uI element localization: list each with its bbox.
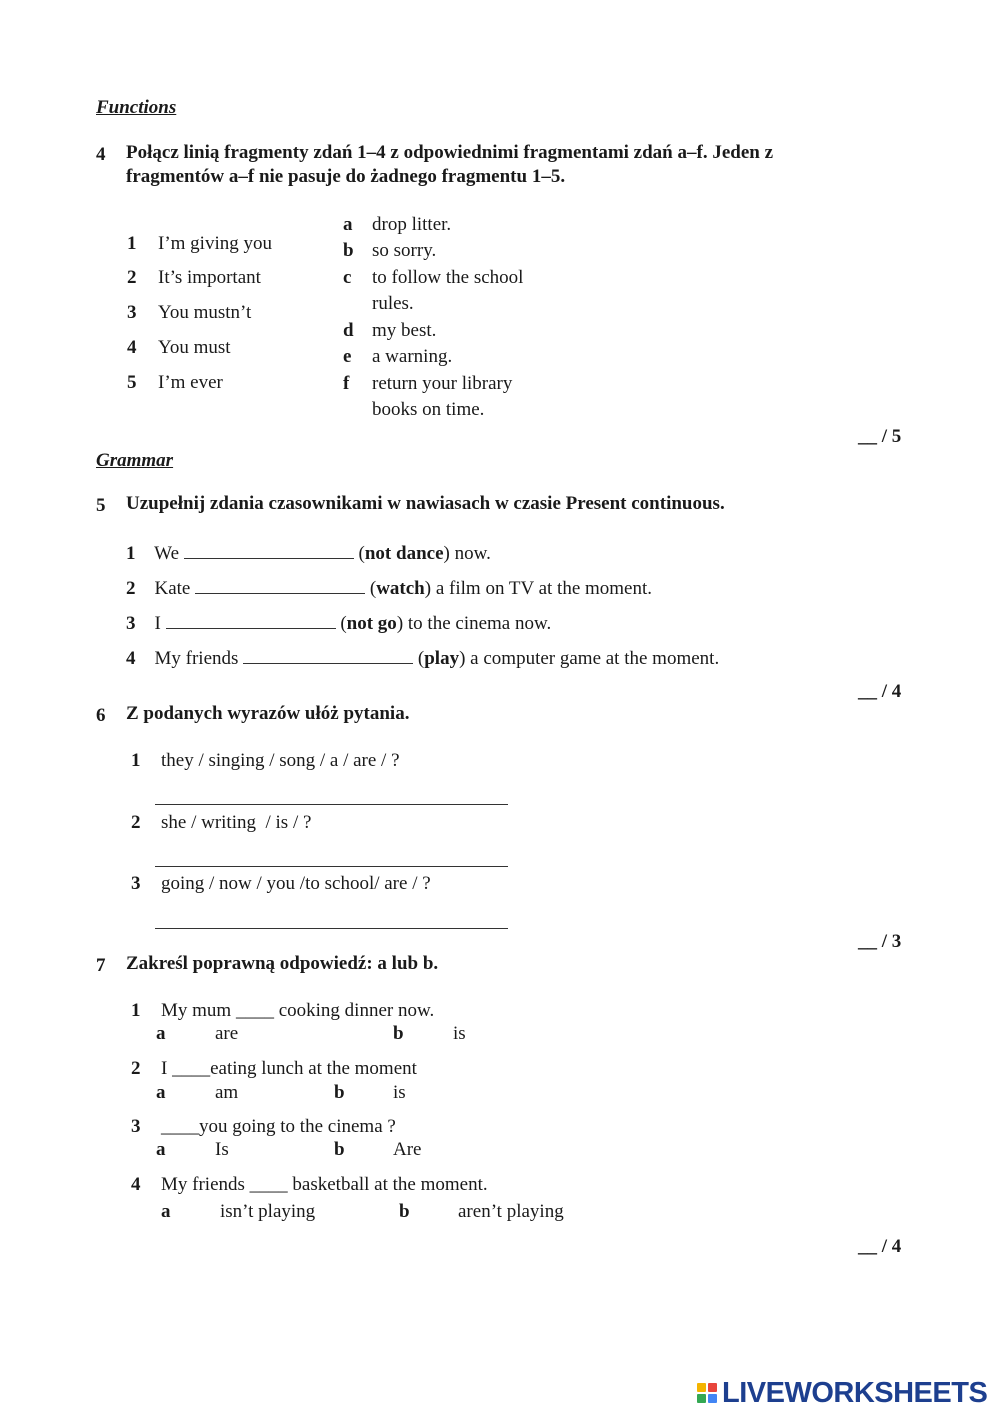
item-number: 4 — [131, 1174, 141, 1195]
verb-hint: not go — [346, 613, 397, 634]
verb-hint: not dance — [364, 543, 444, 564]
question-text: ____you going to the cinema ? — [161, 1116, 396, 1137]
sentence-start: I — [154, 613, 161, 634]
option-b-label: b — [393, 1023, 404, 1044]
item-number: 2 — [131, 1058, 141, 1079]
right-item-text[interactable]: a warning. — [372, 346, 453, 367]
right-item-text[interactable]: so sorry. — [372, 240, 437, 261]
exercise-5-item: 2 Kate (watch) a film on TV at the moment. — [126, 578, 653, 599]
left-item-text[interactable]: I’m giving you — [158, 233, 272, 254]
logo-square — [697, 1383, 706, 1392]
exercise-5-instruction: Uzupełnij zdania czasownikami w nawiasach w czasie Present continuous. — [126, 493, 725, 514]
left-item-number: 5 — [127, 372, 137, 393]
sentence-end: ) now. — [443, 543, 491, 564]
exercise-4-score: __ / 5 — [858, 426, 902, 447]
answer-blank[interactable] — [184, 542, 354, 559]
option-a[interactable]: Is — [215, 1139, 229, 1160]
left-item-text[interactable]: It’s important — [158, 267, 261, 288]
question-text: I ____eating lunch at the moment — [161, 1058, 417, 1079]
right-item-letter: d — [343, 320, 354, 341]
question-text: My friends ____ basketball at the moment. — [161, 1174, 488, 1195]
left-item-text[interactable]: You mustn’t — [158, 302, 252, 323]
option-a-label: a — [156, 1023, 166, 1044]
verb-hint: watch — [376, 578, 425, 599]
sentence-start: My friends — [154, 648, 239, 669]
item-number: 1 — [131, 1000, 141, 1021]
sentence-end: ) a computer game at the moment. — [459, 648, 720, 669]
exercise-5-item: 1 We (not dance) now. — [126, 543, 491, 564]
item-number: 3 — [131, 873, 141, 894]
exercise-5-number: 5 — [96, 495, 106, 516]
verb-hint: play — [424, 648, 460, 669]
item-number: 1 — [126, 543, 136, 564]
exercise-4-instruction: Połącz linią fragmenty zdań 1–4 z odpowiednimi fragmentami zdań a–f. Jeden z fragmentów a–f nie pasuje do żadnego fragmentu 1–5. — [126, 142, 774, 187]
left-item-text[interactable]: I’m ever — [158, 372, 223, 393]
exercise-4-number: 4 — [96, 144, 106, 165]
right-item-text[interactable]: my best. — [372, 320, 437, 341]
logo-text: LIVEWORKSHEETS — [722, 1376, 988, 1409]
right-item-letter: f — [343, 373, 350, 394]
left-item-number: 2 — [127, 267, 137, 288]
answer-line[interactable] — [155, 804, 508, 805]
option-a-label: a — [161, 1201, 171, 1222]
word-prompt: going / now / you /to school/ are / ? — [161, 873, 431, 894]
answer-blank[interactable] — [166, 612, 336, 629]
option-b-label: b — [334, 1082, 345, 1103]
word-prompt: they / singing / song / a / are / ? — [161, 750, 400, 771]
item-number: 4 — [126, 648, 136, 669]
sentence-start: We — [154, 543, 180, 564]
right-item-letter: e — [343, 346, 352, 367]
option-a[interactable]: am — [215, 1082, 239, 1103]
exercise-5-item: 4 My friends (play) a computer game at the moment. — [126, 648, 720, 669]
logo-mark-icon — [697, 1383, 717, 1403]
right-item-text[interactable]: to follow the school — [372, 267, 524, 288]
sentence-end: ) to the cinema now. — [396, 613, 552, 634]
section-heading-grammar: Grammar — [96, 450, 174, 471]
logo-square — [708, 1383, 717, 1392]
exercise-7-score: __ / 4 — [858, 1236, 902, 1257]
answer-line[interactable] — [155, 866, 508, 867]
exercise-5-score: __ / 4 — [858, 681, 902, 702]
left-item-text[interactable]: You must — [158, 337, 231, 358]
logo-square — [697, 1394, 706, 1403]
option-b[interactable]: aren’t playing — [458, 1201, 564, 1222]
exercise-6-instruction: Z podanych wyrazów ułóż pytania. — [126, 703, 410, 724]
right-item-text-continued[interactable]: rules. — [372, 293, 414, 314]
logo-square — [708, 1394, 717, 1403]
option-a[interactable]: are — [215, 1023, 239, 1044]
option-a[interactable]: isn’t playing — [220, 1201, 316, 1222]
question-text: My mum ____ cooking dinner now. — [161, 1000, 435, 1021]
answer-blank[interactable] — [195, 577, 365, 594]
exercise-7-number: 7 — [96, 955, 106, 976]
option-b[interactable]: is — [393, 1082, 406, 1103]
answer-blank[interactable] — [243, 647, 413, 664]
section-heading-functions: Functions — [96, 97, 177, 118]
right-item-text[interactable]: return your library — [372, 373, 513, 394]
word-prompt: she / writing / is / ? — [161, 812, 312, 833]
item-number: 1 — [131, 750, 141, 771]
item-number: 3 — [131, 1116, 141, 1137]
right-item-text[interactable]: drop litter. — [372, 214, 452, 235]
liveworksheets-logo — [697, 1378, 987, 1408]
option-a-label: a — [156, 1139, 166, 1160]
exercise-6-number: 6 — [96, 705, 106, 726]
item-number: 3 — [126, 613, 136, 634]
option-a-label: a — [156, 1082, 166, 1103]
option-b-label: b — [399, 1201, 410, 1222]
exercise-5-item: 3 I (not go) to the cinema now. — [126, 613, 552, 634]
answer-line[interactable] — [155, 928, 508, 929]
item-number: 2 — [126, 578, 136, 599]
exercise-6-score: __ / 3 — [858, 931, 902, 952]
option-b[interactable]: Are — [393, 1139, 422, 1160]
option-b[interactable]: is — [453, 1023, 466, 1044]
exercise-7-instruction: Zakreśl poprawną odpowiedź: a lub b. — [126, 953, 439, 974]
right-item-letter: b — [343, 240, 354, 261]
left-item-number: 3 — [127, 302, 137, 323]
sentence-end: ) a film on TV at the moment. — [424, 578, 653, 599]
item-number: 2 — [131, 812, 141, 833]
option-b-label: b — [334, 1139, 345, 1160]
right-item-letter: c — [343, 267, 352, 288]
sentence-start: Kate — [154, 578, 191, 599]
right-item-letter: a — [343, 214, 353, 235]
right-item-text-continued[interactable]: books on time. — [372, 399, 485, 420]
left-item-number: 4 — [127, 337, 137, 358]
left-item-number: 1 — [127, 233, 137, 254]
